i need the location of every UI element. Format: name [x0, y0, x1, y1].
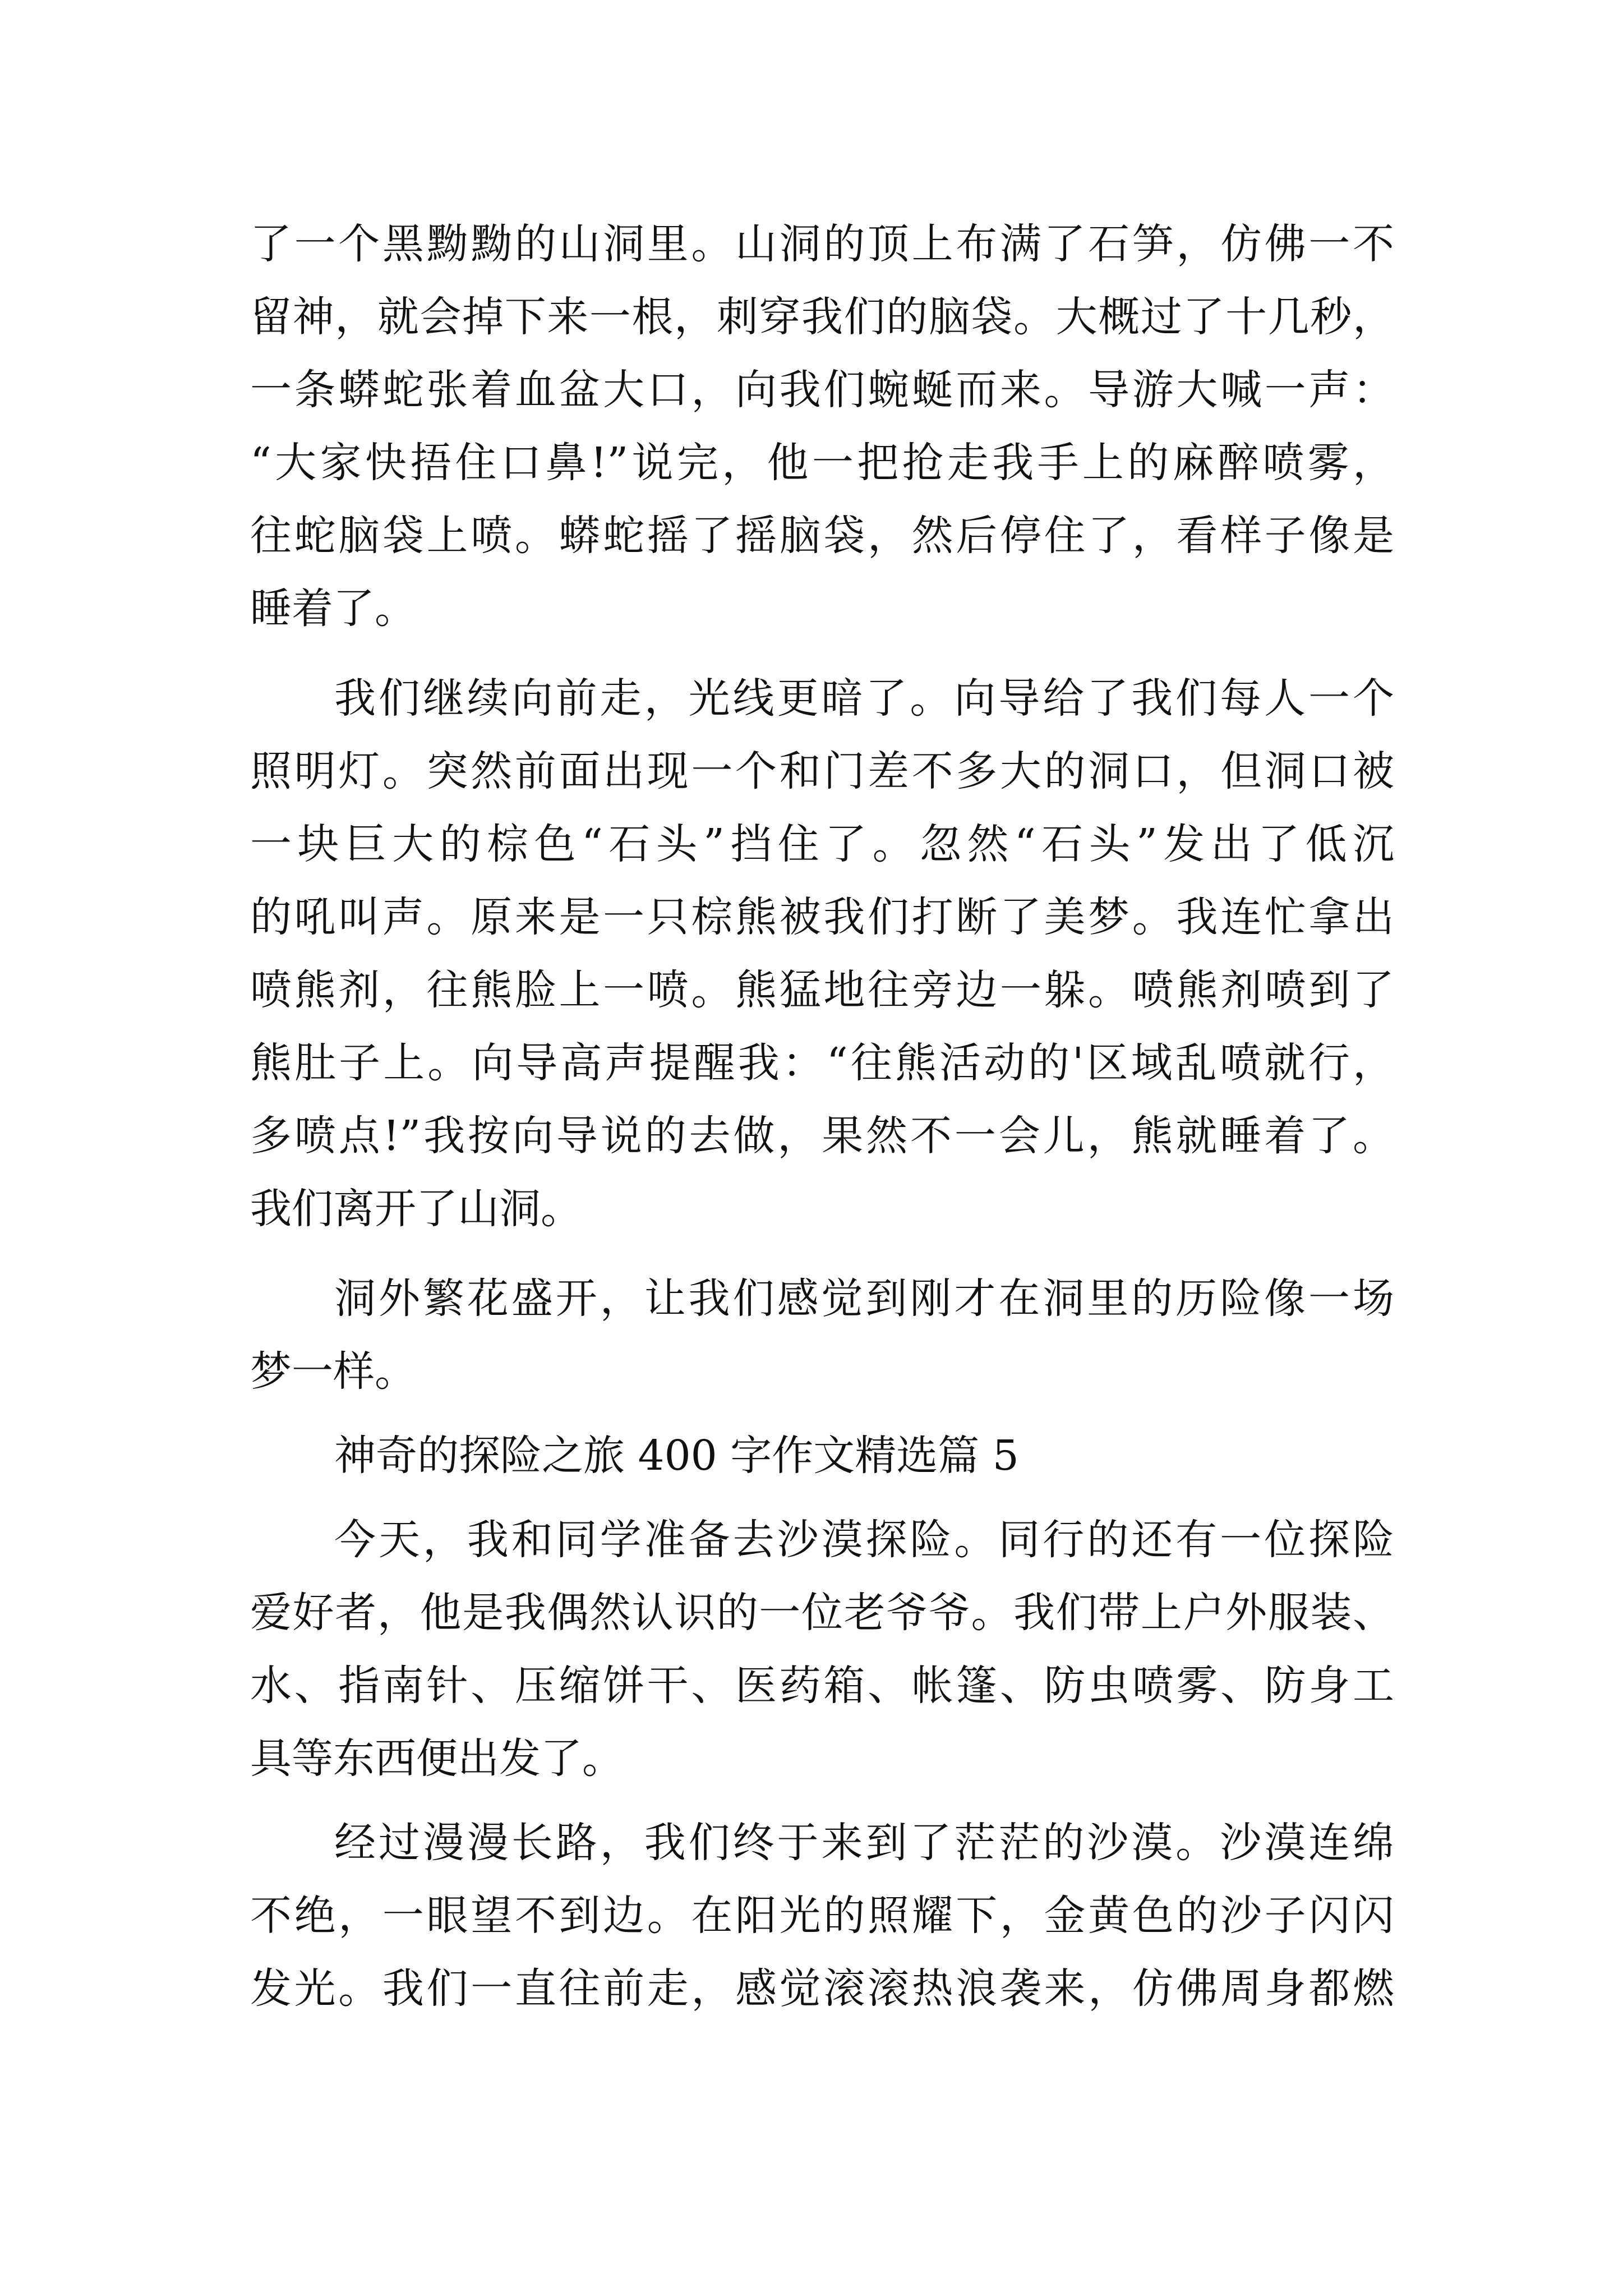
paragraph-first-line: 今天，我和同学准备去沙漠探险。同行的还有一位探险: [334, 1516, 1394, 1564]
text-line: “大家快捂住口鼻!”说完，他一把抢走我手上的麻醉喷雾，: [250, 439, 1394, 487]
text-line: 我们离开了山洞。: [250, 1185, 582, 1233]
text-line: 照明灯。突然前面出现一个和门差不多大的洞口，但洞口被: [250, 747, 1394, 795]
text-line: 的吼叫声。原来是一只棕熊被我们打断了美梦。我连忙拿出: [250, 893, 1394, 941]
text-line: 具等东西便出发了。: [250, 1734, 624, 1783]
text-line: 睡着了。: [250, 585, 416, 633]
paragraph-first-line: 洞外繁花盛开，让我们感觉到刚才在洞里的历险像一场: [334, 1274, 1394, 1323]
section-heading: 神奇的探险之旅 400 字作文精选篇 5: [334, 1432, 1019, 1480]
text-line: 不绝，一眼望不到边。在阳光的照耀下，金黄色的沙子闪闪: [250, 1892, 1394, 1940]
text-line: 爱好者，他是我偶然认识的一位老爷爷。我们带上户外服装、: [250, 1589, 1394, 1637]
text-line: 一块巨大的棕色“石头”挡住了。忽然“石头”发出了低沉: [250, 820, 1394, 868]
text-line: 了一个黑黝黝的山洞里。山洞的顶上布满了石笋，仿佛一不: [250, 220, 1394, 268]
text-line: 梦一样。: [250, 1347, 416, 1396]
paragraph-first-line: 经过漫漫长路，我们终于来到了茫茫的沙漠。沙漠连绵: [334, 1819, 1394, 1867]
text-line: 留神，就会掉下来一根，刺穿我们的脑袋。大概过了十几秒，: [250, 293, 1394, 341]
text-line: 发光。我们一直往前走，感觉滚滚热浪袭来，仿佛周身都燃: [250, 1964, 1394, 2013]
text-line: 熊肚子上。向导高声提醒我：“往熊活动的'区域乱喷就行，: [250, 1039, 1394, 1087]
text-line: 水、指南针、压缩饼干、医药箱、帐篷、防虫喷雾、防身工: [250, 1662, 1394, 1710]
text-line: 喷熊剂，往熊脸上一喷。熊猛地往旁边一躲。喷熊剂喷到了: [250, 966, 1394, 1014]
text-line: 多喷点!”我按向导说的去做，果然不一会儿，熊就睡着了。: [250, 1112, 1394, 1160]
paragraph-first-line: 我们继续向前走，光线更暗了。向导给了我们每人一个: [334, 674, 1394, 723]
text-line: 一条蟒蛇张着血盆大口，向我们蜿蜒而来。导游大喊一声：: [250, 366, 1394, 414]
text-line: 往蛇脑袋上喷。蟒蛇摇了摇脑袋，然后停住了，看样子像是: [250, 512, 1394, 560]
